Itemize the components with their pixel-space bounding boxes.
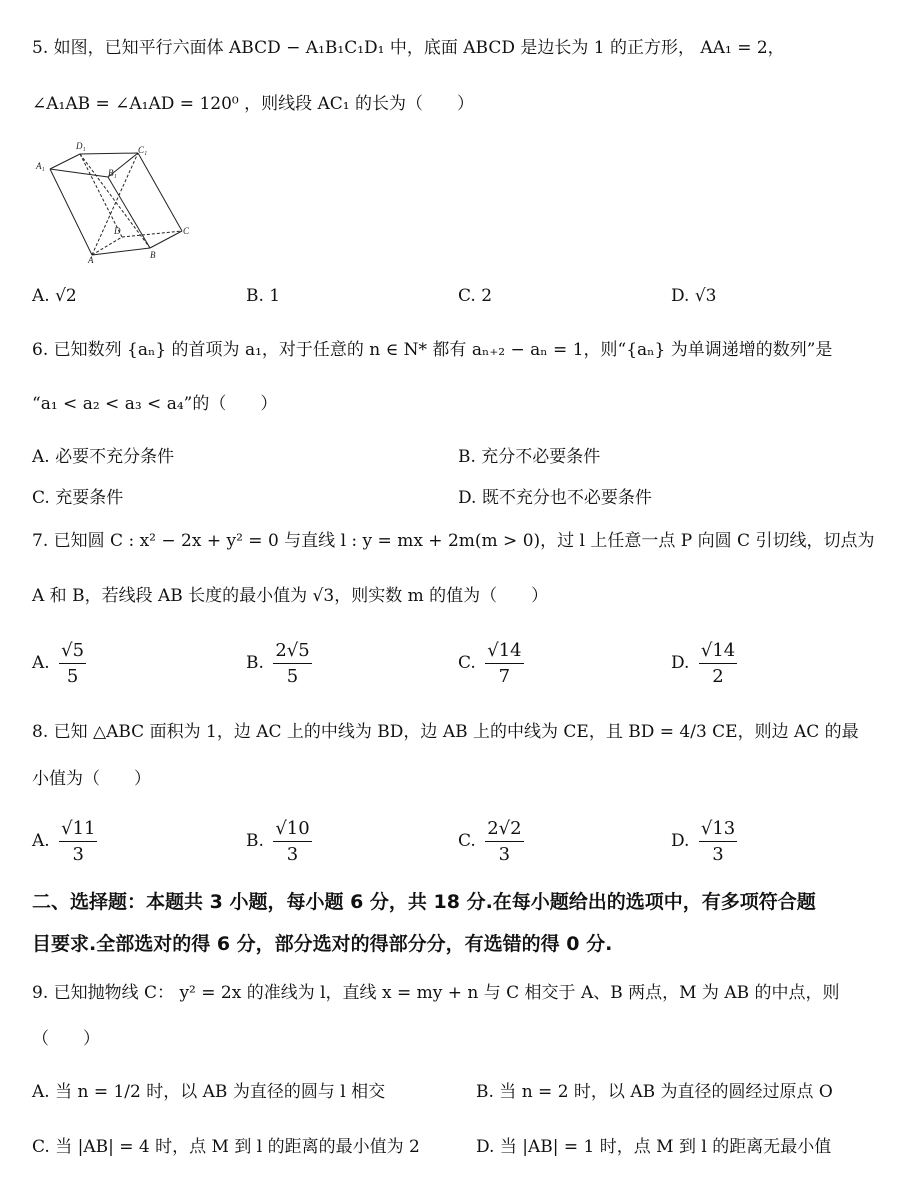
q5-option-d: D. √3 — [671, 286, 717, 306]
q7-option-a-fraction — [59, 640, 86, 687]
q8-option-d — [671, 818, 737, 865]
q7-option-c — [458, 640, 524, 687]
q6-line1: 6. 已知数列 {aₙ} 的首项为 a₁，对于任意的 n ∈ N* 都有 aₙ₊₂ − aₙ = 1，则“{aₙ} 为单调递增的数列”是 — [32, 340, 833, 360]
q9-line2: （ ） — [32, 1029, 100, 1049]
q8-option-d-numerator: √13 — [699, 818, 737, 842]
q6-option-d: D. 既不充分也不必要条件 — [458, 488, 652, 508]
q8-option-b-label: B. — [246, 831, 264, 851]
q7-option-b-denominator: 5 — [286, 666, 299, 687]
q8-option-c-numerator: 2√2 — [485, 818, 523, 842]
q8-option-a — [32, 818, 97, 865]
q5-line1: 5. 如图，已知平行六面体 ABCD − A₁B₁C₁D₁ 中，底面 ABCD 是边长为 1 的正方形， AA₁ = 2， — [32, 38, 785, 58]
q7-option-a — [32, 640, 86, 687]
q7-option-d-denominator: 2 — [712, 666, 724, 687]
q8-option-b-fraction — [273, 818, 311, 865]
label-D1: D₁ — [76, 141, 86, 151]
q7-option-c-label: C. — [458, 653, 476, 673]
q7-line1: 7. 已知圆 C : x² − 2x + y² = 0 与直线 l : y = mx + 2m(m > 0)，过 l 上任意一点 P 向圆 C 引切线，切点为 — [32, 531, 875, 551]
label-B1: B₁ — [108, 168, 117, 178]
q8-option-a-fraction — [59, 818, 97, 865]
q8-option-a-label: A. — [32, 831, 50, 851]
label-C1: C₁ — [138, 145, 148, 155]
q9-option-b: B. 当 n = 2 时，以 AB 为直径的圆经过原点 O — [476, 1082, 833, 1102]
q7-option-b-fraction — [273, 640, 311, 687]
q9-option-c: C. 当 |AB| = 4 时，点 M 到 l 的距离的最小值为 2 — [32, 1137, 420, 1157]
q8-option-c-denominator: 3 — [498, 844, 511, 865]
section2-heading-line2: 目要求.全部选对的得 6 分，部分选对的得部分分，有选错的得 0 分. — [32, 933, 613, 955]
q8-option-c-fraction — [485, 818, 523, 865]
q5-line2: ∠A₁AB = ∠A₁AD = 120⁰ ，则线段 AC₁ 的长为（ ） — [32, 94, 475, 114]
q8-line1: 8. 已知 △ABC 面积为 1，边 AC 上的中线为 BD，边 AB 上的中线为 CE，且 BD = 4/3 CE，则边 AC 的最 — [32, 722, 859, 742]
q7-option-d — [671, 640, 737, 687]
q8-option-b-denominator: 3 — [286, 844, 299, 865]
q7-option-a-label: A. — [32, 653, 50, 673]
q7-option-a-numerator: √5 — [59, 640, 86, 664]
section2-heading-line1: 二、选择题：本题共 3 小题，每小题 6 分，共 18 分.在每小题给出的选项中，有多项符合题 — [32, 891, 816, 913]
q7-option-a-denominator: 5 — [66, 666, 79, 687]
q6-option-a: A. 必要不充分条件 — [32, 447, 175, 467]
q7-option-d-numerator: √14 — [699, 640, 737, 664]
q8-option-b — [246, 818, 312, 865]
q9-line1: 9. 已知抛物线 C： y² = 2x 的准线为 l，直线 x = my + n 与 C 相交于 A、B 两点，M 为 AB 的中点，则 — [32, 983, 840, 1003]
parallelepiped-figure — [32, 140, 202, 265]
label-C: C — [183, 226, 190, 236]
q7-option-c-denominator: 7 — [498, 666, 511, 687]
label-A: A — [88, 255, 94, 265]
q6-option-b: B. 充分不必要条件 — [458, 447, 601, 467]
q7-option-c-fraction — [485, 640, 523, 687]
q8-option-d-fraction — [699, 818, 737, 865]
q8-option-d-label: D. — [671, 831, 690, 851]
q8-option-a-denominator: 3 — [72, 844, 84, 865]
label-B: B — [150, 250, 156, 260]
q5-option-c: C. 2 — [458, 286, 493, 306]
q7-option-b-label: B. — [246, 653, 264, 673]
q8-option-c-label: C. — [458, 831, 476, 851]
q7-option-d-fraction — [699, 640, 737, 687]
q8-option-d-denominator: 3 — [712, 844, 724, 865]
label-A1: A₁ — [36, 161, 45, 171]
q8-option-c — [458, 818, 524, 865]
q5-option-b: B. 1 — [246, 286, 281, 306]
q8-line2: 小值为（ ） — [32, 769, 151, 789]
q6-line2: “a₁ < a₂ < a₃ < a₄”的（ ） — [32, 394, 278, 414]
q6-option-c: C. 充要条件 — [32, 488, 124, 508]
q7-option-b — [246, 640, 312, 687]
q7-option-b-numerator: 2√5 — [273, 640, 311, 664]
q7-option-d-label: D. — [671, 653, 690, 673]
q9-option-d: D. 当 |AB| = 1 时，点 M 到 l 的距离无最小值 — [476, 1137, 832, 1157]
q7-line2: A 和 B，若线段 AB 长度的最小值为 √3，则实数 m 的值为（ ） — [32, 586, 549, 606]
q8-option-a-numerator: √11 — [59, 818, 97, 842]
label-D: D — [114, 226, 121, 236]
q7-option-c-numerator: √14 — [485, 640, 523, 664]
q8-option-b-numerator: √10 — [273, 818, 311, 842]
q9-option-a: A. 当 n = 1/2 时，以 AB 为直径的圆与 l 相交 — [32, 1082, 386, 1102]
q5-option-a: A. √2 — [32, 286, 77, 306]
